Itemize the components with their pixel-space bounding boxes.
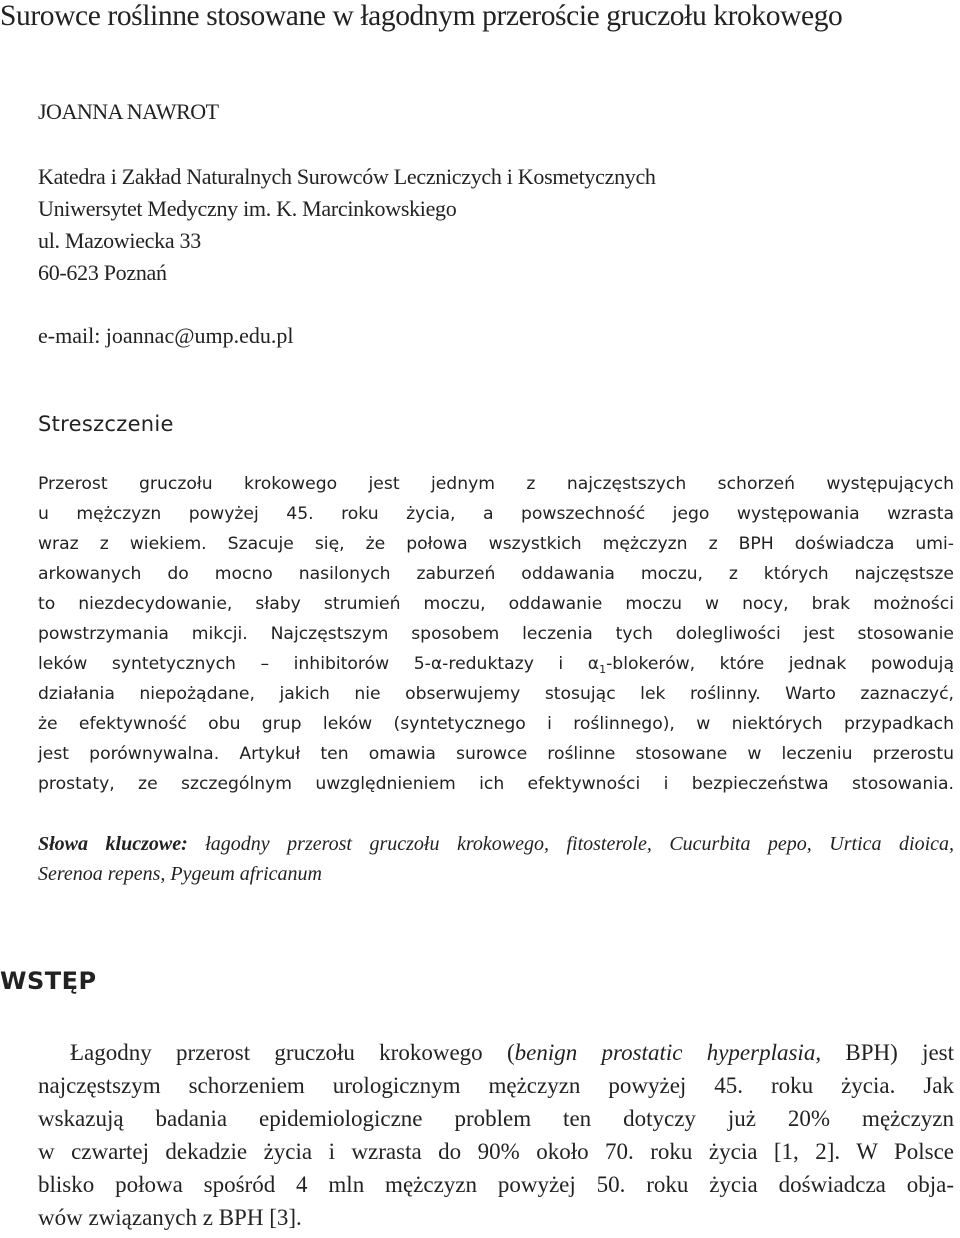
keywords-line: Serenoa repens, Pygeum africanum <box>38 863 323 885</box>
keywords <box>38 829 954 889</box>
affiliation-line: ul. Mazowiecka 33 <box>38 228 201 253</box>
abstract-line: powstrzymania mikcji. Najczęstszym sposobem leczenia tych dolegliwości jest stosowanie <box>38 624 954 644</box>
author-name: JOANNA NAWROT <box>38 99 219 124</box>
paragraph-line: blisko połowa spośród 4 mln mężczyzn powyżej 50. roku życia doświadcza obja- <box>38 1172 954 1197</box>
paragraph-line-tail: , BPH) jest <box>815 1040 955 1065</box>
abstract-line: to niezdecydowanie, słaby strumień moczu, oddawanie moczu w nocy, brak możności <box>38 594 954 614</box>
paragraph-line: najczęstszym schorzeniem urologicznym mężczyzn powyżej 45. roku życia. Jak <box>38 1073 954 1098</box>
keywords-list: łagodny przerost gruczołu krokowego, fitosterole, Cucurbita pepo, Urtica dioica, <box>205 833 954 855</box>
author-email: e-mail: joannac@ump.edu.pl <box>38 323 294 348</box>
abstract-line: arkowanych do mocno nasilonych zaburzeń oddawania moczu, z których najczęstsze <box>38 564 954 584</box>
keywords-label: Słowa kluczowe: <box>38 833 188 855</box>
affiliation-line: 60-623 Poznań <box>38 260 167 285</box>
abstract-line: wraz z wiekiem. Szacuje się, że połowa wszystkich mężczyzn z BPH doświadcza umi- <box>38 534 954 554</box>
abstract-line: jest porównywalna. Artykuł ten omawia surowce roślinne stosowane w leczeniu przerostu <box>38 744 954 764</box>
abstract-line: Przerost gruczołu krokowego jest jednym z najczęstszych schorzeń występujących <box>38 474 954 494</box>
affiliation-line: Katedra i Zakład Naturalnych Surowców Leczniczych i Kosmetycznych <box>38 164 656 189</box>
abstract-line: działania niepożądane, jakich nie obserwujemy stosując lek roślinny. Warto zaznaczyć, <box>38 684 954 704</box>
abstract-line: u mężczyzn powyżej 45. roku życia, a powszechność jego występowania wzrasta <box>38 504 954 524</box>
abstract-line-tail: -blokerów, które jednak powodują <box>606 654 954 674</box>
paragraph-line: wów związanych z BPH [3]. <box>38 1205 302 1230</box>
abstract-text <box>38 469 954 799</box>
abstract-line-start: leków syntetycznych – inhibitorów 5-α-reduktazy i α <box>38 654 600 674</box>
abstract-line: że efektywność obu grup leków (syntetycznego i roślinnego), w niektórych przypadkach <box>38 714 954 734</box>
abstract-heading: Streszczenie <box>38 412 174 436</box>
affiliation <box>38 161 656 289</box>
paragraph-line: wskazują badania epidemiologiczne problem ten dotyczy już 20% mężczyzn <box>38 1106 954 1131</box>
paragraph-line-start: Łagodny przerost gruczołu krokowego ( <box>70 1040 515 1065</box>
page-title: Surowce roślinne stosowane w łagodnym przeroście gruczołu krokowego <box>0 0 843 32</box>
abstract-line <box>38 649 954 679</box>
paragraph-line: w czwartej dekadzie życia i wzrasta do 90% około 70. roku życia [1, 2]. W Polsce <box>38 1139 954 1164</box>
section-title: WSTĘP <box>0 967 97 995</box>
abstract-line: prostaty, ze szczególnym uwzględnieniem ich efektywności i bezpieczeństwa stosowania. <box>38 774 954 794</box>
paragraph-line <box>38 1036 954 1069</box>
intro-paragraph <box>38 1036 954 1234</box>
italic-term: benign prostatic hyperplasia <box>514 1040 816 1065</box>
affiliation-line: Uniwersytet Medyczny im. K. Marcinkowskiego <box>38 196 457 221</box>
subscript: 1 <box>599 663 607 676</box>
keywords-line <box>38 829 954 859</box>
